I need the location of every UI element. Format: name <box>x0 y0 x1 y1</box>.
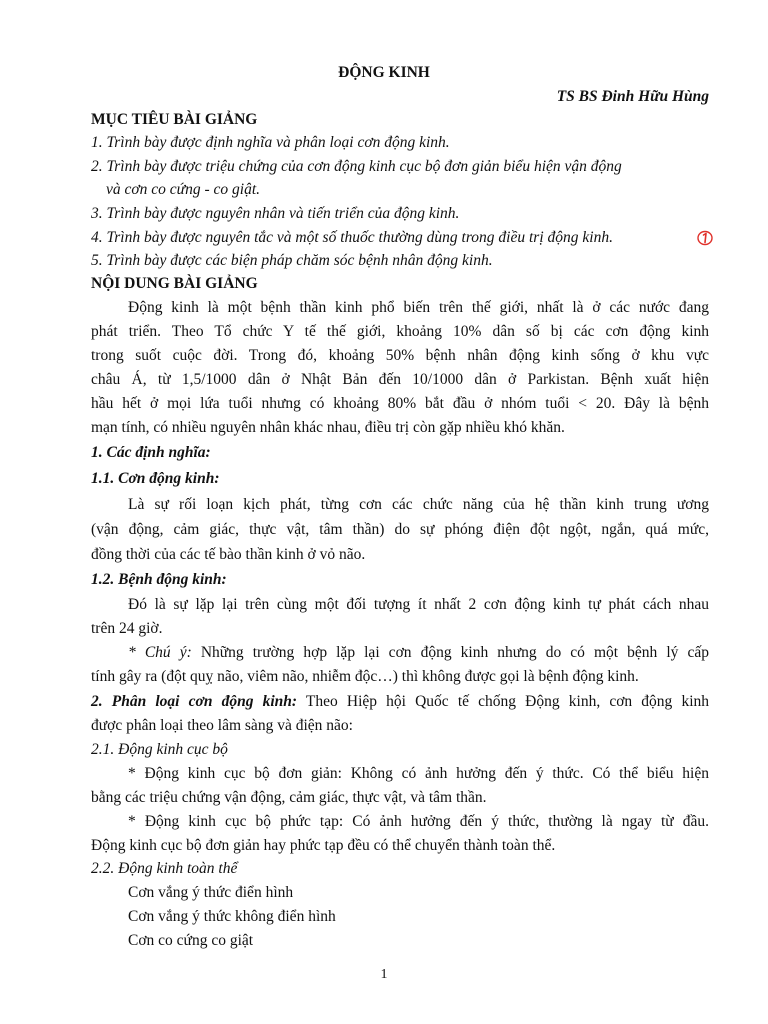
paragraph-line: Động kinh cục bộ đơn giản hay phức tạp đều có thể chuyển thành toàn thể. <box>91 837 556 854</box>
section-2-heading: 2. Phân loại cơn động kinh: <box>91 693 298 710</box>
list-item: Cơn co cứng co giật <box>128 932 254 949</box>
section-1-2-heading: 1.2. Bệnh động kinh: <box>91 571 227 588</box>
paragraph-line: * Động kinh cục bộ phức tạp: Có ảnh hưởng đến ý thức, thường là ngay từ đầu. <box>128 813 709 830</box>
list-item: Cơn vắng ý thức không điển hình <box>128 908 336 925</box>
paragraph-line: Đó là sự lặp lại trên cùng một đối tượng ít nhất 2 cơn động kinh tự phát cách nhau <box>128 596 709 613</box>
paragraph-line: (vận động, cảm giác, thực vật, tâm thần) do sự phóng điện đột ngột, ngắn, quá mức, <box>91 521 709 538</box>
paragraph-line: Là sự rối loạn kịch phát, từng cơn các chức năng của hệ thần kinh trung ương <box>128 496 709 513</box>
intro-line: mạn tính, có nhiều nguyên nhân khác nhau, điều trị còn gặp nhiều khó khăn. <box>91 419 565 436</box>
objectives-heading: MỤC TIÊU BÀI GIẢNG <box>91 111 258 128</box>
paragraph-line: đồng thời của các tế bào thần kinh ở vỏ não. <box>91 546 366 563</box>
paragraph-line: bằng các triệu chứng vận động, cảm giác, thực vật, và tâm thần. <box>91 789 487 806</box>
objective-item: 1. Trình bày được định nghĩa và phân loại cơn động kinh. <box>91 134 450 151</box>
objective-item: 5. Trình bày được các biện pháp chăm sóc bệnh nhân động kinh. <box>91 252 493 269</box>
objective-item-continued: và cơn co cứng - co giật. <box>106 181 261 198</box>
paragraph-line: trên 24 giờ. <box>91 620 163 637</box>
note-text: Những trường hợp lặp lại cơn động kinh nhưng do có một bệnh lý cấp <box>191 644 709 661</box>
section-2-1-heading: 2.1. Động kinh cục bộ <box>91 741 228 758</box>
objective-item: 2. Trình bày được triệu chứng của cơn động kinh cục bộ đơn giản biểu hiện vận động <box>91 158 622 175</box>
author: TS BS Đinh Hữu Hùng <box>556 88 709 105</box>
intro-line: phát triển. Theo Tổ chức Y tế thế giới, khoảng 10% dân số bị các cơn động kinh <box>91 323 709 340</box>
note-line <box>128 643 709 663</box>
section-1-1-heading: 1.1. Cơn động kinh: <box>91 470 220 487</box>
intro-line: châu Á, từ 1,5/1000 dân ở Nhật Bản đến 10/1000 dân ở Parkistan. Bệnh xuất hiện <box>91 371 709 388</box>
document-title: ĐỘNG KINH <box>338 64 430 81</box>
objective-item: 4. Trình bày được nguyên tắc và một số thuốc thường dùng trong điều trị động kinh. <box>91 229 613 246</box>
intro-line: Động kinh là một bệnh thần kinh phổ biến trên thế giới, nhất là ở các nước đang <box>128 299 709 316</box>
intro-line: trong suốt cuộc đời. Trong đó, khoảng 50% bệnh nhân động kinh sống ở khu vực <box>91 347 709 364</box>
objective-item: 3. Trình bày được nguyên nhân và tiến triển của động kinh. <box>91 205 460 222</box>
content-heading: NỘI DUNG BÀI GIẢNG <box>91 275 258 292</box>
section-2-2-heading: 2.2. Động kinh toàn thể <box>91 860 238 877</box>
page-number: 1 <box>380 967 388 982</box>
paragraph-line: được phân loại theo lâm sàng và điện não: <box>91 717 353 734</box>
section-2-line <box>91 692 709 712</box>
note-label: * Chú ý: <box>128 644 192 661</box>
paragraph-line: * Động kinh cục bộ đơn giản: Không có ảnh hưởng đến ý thức. Có thể biểu hiện <box>128 765 709 782</box>
list-item: Cơn vắng ý thức điển hình <box>128 884 294 901</box>
note-line: tính gây ra (đột quỵ não, viêm não, nhiễm độc…) thì không được gọi là bệnh động kinh. <box>91 668 639 685</box>
intro-line: hầu hết ở mọi lứa tuổi nhưng có khoảng 80% bắt đầu ở nhóm tuổi < 20. Đây là bệnh <box>91 395 709 412</box>
section-2-text: Theo Hiệp hội Quốc tế chống Động kinh, cơn động kinh <box>297 693 709 710</box>
handwritten-annotation-icon <box>697 230 713 246</box>
section-1-heading: 1. Các định nghĩa: <box>91 444 211 461</box>
